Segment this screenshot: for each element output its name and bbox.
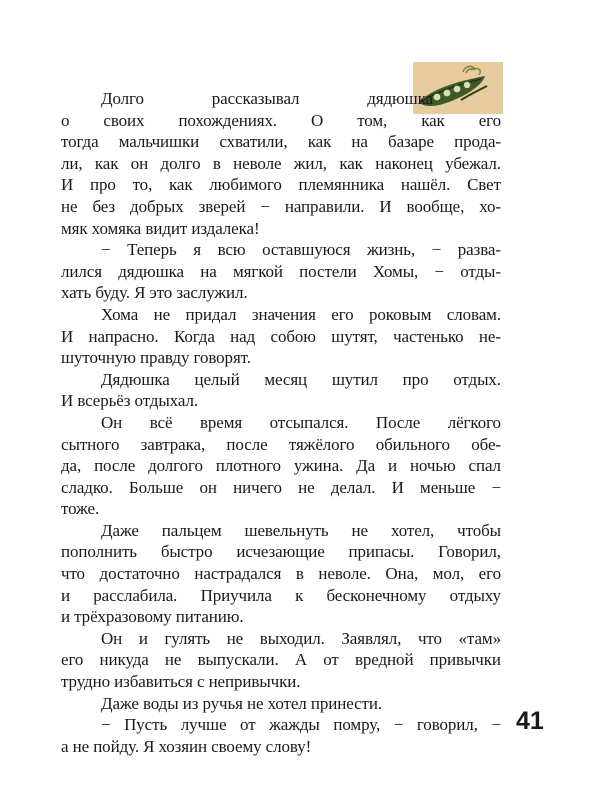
text-word: сытного bbox=[61, 434, 120, 454]
text-word: чтобы bbox=[457, 520, 501, 540]
text-word: Больше bbox=[128, 477, 184, 497]
text-line: мяк хомяка видит издалека! bbox=[61, 218, 260, 238]
text-line bbox=[61, 412, 501, 434]
text-word: рассказывал bbox=[211, 89, 300, 108]
text-line bbox=[61, 131, 501, 153]
text-word: он bbox=[130, 153, 149, 173]
text-word: выходил. bbox=[259, 628, 325, 648]
text-word: время bbox=[199, 412, 243, 432]
text-word: никуда bbox=[99, 650, 149, 670]
text-word: Долго bbox=[101, 89, 144, 108]
text-line bbox=[61, 261, 501, 283]
text-word: постели bbox=[299, 261, 357, 281]
text-line bbox=[61, 520, 501, 542]
text-word: роковым bbox=[368, 304, 432, 324]
text-line bbox=[61, 369, 501, 391]
text-word: базаре bbox=[388, 132, 434, 152]
text-word: тяжёлого bbox=[288, 434, 355, 454]
text-word: дядюшка bbox=[118, 261, 184, 281]
text-word: пополнить bbox=[61, 542, 137, 562]
text-word: отдыху bbox=[449, 585, 501, 605]
text-word: после bbox=[226, 434, 268, 454]
text-word: отсыпался. bbox=[269, 412, 349, 432]
text-word: мягкой bbox=[232, 261, 283, 281]
page-number: 41 bbox=[516, 707, 544, 735]
text-word: Приучила bbox=[200, 585, 272, 605]
text-word: частенько bbox=[393, 326, 464, 346]
text-word: сладко. bbox=[61, 477, 113, 497]
text-word: шутил bbox=[331, 369, 378, 389]
text-word: его bbox=[478, 110, 501, 130]
text-word: «там» bbox=[458, 628, 501, 648]
text-word: А bbox=[294, 650, 308, 670]
text-word: на bbox=[200, 261, 217, 281]
text-word: его bbox=[61, 650, 84, 670]
text-word: в bbox=[212, 153, 221, 173]
text-line: а не пойду. Я хозяин своему слову! bbox=[61, 736, 312, 756]
text-word: И bbox=[391, 477, 404, 497]
text-line: И всерьёз отдыхал. bbox=[61, 391, 198, 411]
text-word: − bbox=[260, 196, 270, 216]
text-word: не bbox=[164, 650, 182, 670]
text-word: отды- bbox=[460, 261, 501, 281]
text-word: помру, bbox=[333, 715, 381, 735]
text-word: Он bbox=[101, 412, 123, 432]
text-word: неволе bbox=[233, 153, 282, 173]
text-word: оставшуюся bbox=[262, 240, 351, 260]
text-line: трудно избавиться с непривычки. bbox=[61, 672, 301, 692]
text-word: похождениях. bbox=[178, 110, 278, 130]
text-word: его bbox=[331, 304, 354, 324]
text-line bbox=[61, 153, 501, 175]
text-word: как bbox=[169, 175, 193, 195]
text-word: настрадался bbox=[194, 564, 282, 584]
text-word: тогда bbox=[61, 132, 99, 152]
text-word: И bbox=[379, 196, 392, 216]
text-word: завтрака, bbox=[140, 434, 206, 454]
text-word: Заявлял, bbox=[341, 628, 402, 648]
text-word: и bbox=[388, 456, 398, 476]
text-word: и bbox=[138, 628, 148, 648]
text-word: пальцем bbox=[161, 520, 222, 540]
text-line bbox=[61, 628, 501, 650]
text-word: не bbox=[226, 628, 244, 648]
text-word: от bbox=[240, 715, 256, 735]
text-word: − bbox=[393, 715, 404, 735]
text-word: привычки bbox=[429, 650, 501, 670]
text-word: не bbox=[61, 196, 78, 216]
text-line bbox=[61, 563, 501, 585]
text-word: Дядюшка bbox=[101, 369, 170, 389]
text-word: лучше bbox=[180, 715, 227, 735]
text-word: его bbox=[478, 564, 501, 584]
text-word: Хома bbox=[101, 304, 139, 324]
text-word: И bbox=[61, 326, 74, 346]
text-word: плотного bbox=[215, 456, 281, 476]
text-word: расслабила. bbox=[93, 585, 178, 605]
text-word: как bbox=[339, 153, 363, 173]
text-word: нашёл. bbox=[400, 175, 451, 195]
text-word: Теперь bbox=[127, 240, 177, 260]
text-line bbox=[61, 326, 501, 348]
text-word: вредной bbox=[354, 650, 414, 670]
text-word: зверей bbox=[198, 196, 246, 216]
text-word: напрасно. bbox=[88, 326, 159, 346]
text-word: достаточно bbox=[99, 564, 180, 584]
text-word: ничего bbox=[233, 477, 282, 497]
text-word: словам. bbox=[446, 304, 501, 324]
text-line: хать буду. Я это заслужил. bbox=[61, 283, 248, 303]
text-line bbox=[61, 239, 501, 261]
text-word: − bbox=[491, 715, 501, 735]
text-word: лёгкого bbox=[447, 412, 501, 432]
text-word: мальчишки bbox=[118, 132, 200, 152]
text-line: тоже. bbox=[61, 499, 100, 519]
text-word: после bbox=[94, 456, 136, 476]
text-word: что bbox=[61, 564, 85, 584]
text-line bbox=[61, 455, 501, 477]
text-word: мол, bbox=[432, 564, 465, 584]
text-word: своих bbox=[103, 110, 145, 130]
text-word: гулять bbox=[164, 628, 211, 648]
text-word: лился bbox=[61, 261, 102, 281]
text-word: О bbox=[311, 110, 324, 130]
text-word: Она, bbox=[385, 564, 419, 584]
story-text-block bbox=[61, 88, 501, 757]
text-line bbox=[61, 714, 501, 736]
text-line bbox=[61, 196, 501, 218]
text-word: Он bbox=[101, 628, 123, 648]
text-word: как bbox=[307, 132, 332, 152]
text-word: значения bbox=[251, 304, 316, 324]
text-word: ночью bbox=[409, 456, 456, 476]
text-line bbox=[61, 585, 501, 607]
text-word: меньше bbox=[420, 477, 476, 497]
text-word: шевельнуть bbox=[244, 520, 329, 540]
text-word: направили. bbox=[284, 196, 365, 216]
text-word: убежал. bbox=[445, 153, 501, 173]
text-line bbox=[61, 477, 501, 499]
text-word: ли, bbox=[61, 153, 83, 173]
text-word: к bbox=[295, 585, 304, 605]
text-word: про bbox=[89, 175, 116, 195]
text-word: в bbox=[295, 564, 304, 584]
text-word: неволе. bbox=[318, 564, 371, 584]
text-line: и трёхразовому питанию. bbox=[61, 607, 244, 627]
text-line bbox=[61, 88, 433, 110]
text-word: быстро bbox=[160, 542, 213, 562]
text-word: добрых bbox=[130, 196, 184, 216]
text-word: жизнь, bbox=[367, 240, 416, 260]
text-word: − bbox=[101, 240, 111, 260]
text-word: без bbox=[92, 196, 116, 216]
text-word: хотел, bbox=[390, 520, 435, 540]
text-word: вообще, bbox=[406, 196, 465, 216]
text-word: схватили, bbox=[219, 132, 288, 152]
text-word: И bbox=[61, 175, 74, 195]
text-word: как bbox=[94, 153, 119, 173]
text-line bbox=[61, 304, 501, 326]
text-word: говорил, bbox=[416, 715, 478, 735]
text-word: После bbox=[375, 412, 421, 432]
text-word: и bbox=[61, 585, 70, 605]
text-word: хо- bbox=[479, 196, 501, 216]
text-line bbox=[61, 541, 501, 563]
text-word: − bbox=[431, 240, 442, 260]
text-word: прода- bbox=[454, 132, 501, 152]
text-word: всё bbox=[149, 412, 173, 432]
text-word: Когда bbox=[173, 326, 215, 346]
text-word: я bbox=[193, 240, 202, 260]
text-word: придал bbox=[185, 304, 237, 324]
text-word: исчезающие bbox=[236, 542, 325, 562]
text-word: припасы. bbox=[348, 542, 415, 562]
text-word: Хомы, bbox=[372, 261, 419, 281]
text-word: то, bbox=[132, 175, 153, 195]
text-word: разва- bbox=[457, 240, 501, 260]
text-word: от bbox=[323, 650, 339, 670]
text-word: том, bbox=[357, 110, 388, 130]
text-word: Даже bbox=[101, 520, 139, 540]
text-line bbox=[61, 174, 501, 196]
text-word: всю bbox=[217, 240, 246, 260]
text-word: жил, bbox=[293, 153, 327, 173]
text-word: собою bbox=[270, 326, 316, 346]
text-word: − bbox=[101, 715, 111, 735]
text-line bbox=[61, 434, 501, 456]
text-word: да, bbox=[61, 456, 82, 476]
text-word: бесконечному bbox=[326, 585, 427, 605]
text-word: выпускали. bbox=[197, 650, 279, 670]
text-word: над bbox=[230, 326, 256, 346]
text-word: месяц bbox=[264, 369, 308, 389]
text-word: обильного bbox=[375, 434, 450, 454]
text-word: обе- bbox=[471, 434, 501, 454]
text-word: как bbox=[421, 110, 445, 130]
text-word: делал. bbox=[330, 477, 376, 497]
text-word: на bbox=[351, 132, 368, 152]
text-word: не bbox=[298, 477, 315, 497]
text-word: − bbox=[434, 261, 444, 281]
text-word: про bbox=[402, 369, 429, 389]
text-word: не bbox=[153, 304, 171, 324]
text-word: спал bbox=[468, 456, 501, 476]
text-word: Свет bbox=[467, 175, 501, 195]
text-word: ужина. bbox=[293, 456, 344, 476]
text-word: племянника bbox=[298, 175, 385, 195]
text-line bbox=[61, 110, 501, 132]
text-word: наконец bbox=[375, 153, 433, 173]
text-word: целый bbox=[194, 369, 240, 389]
text-word: не- bbox=[478, 326, 501, 346]
text-word: любимого bbox=[209, 175, 282, 195]
text-word: он bbox=[199, 477, 217, 497]
text-word: о bbox=[61, 110, 70, 130]
text-word: Пусть bbox=[124, 715, 168, 735]
text-word: не bbox=[351, 520, 368, 540]
text-word: отдых. bbox=[453, 369, 501, 389]
text-word: − bbox=[491, 477, 501, 497]
text-line: Даже воды из ручья не хотел принести. bbox=[101, 693, 383, 713]
text-word: Да bbox=[356, 456, 376, 476]
text-word: Говорил, bbox=[438, 542, 501, 562]
text-word: жажды bbox=[269, 715, 320, 735]
text-line: шуточную правду говорят. bbox=[61, 348, 251, 368]
text-word: дядюшка bbox=[367, 89, 433, 108]
text-line bbox=[61, 649, 501, 671]
text-word: долго bbox=[160, 153, 201, 173]
text-word: шутят, bbox=[331, 326, 378, 346]
text-word: долгого bbox=[148, 456, 203, 476]
text-word: что bbox=[417, 628, 442, 648]
